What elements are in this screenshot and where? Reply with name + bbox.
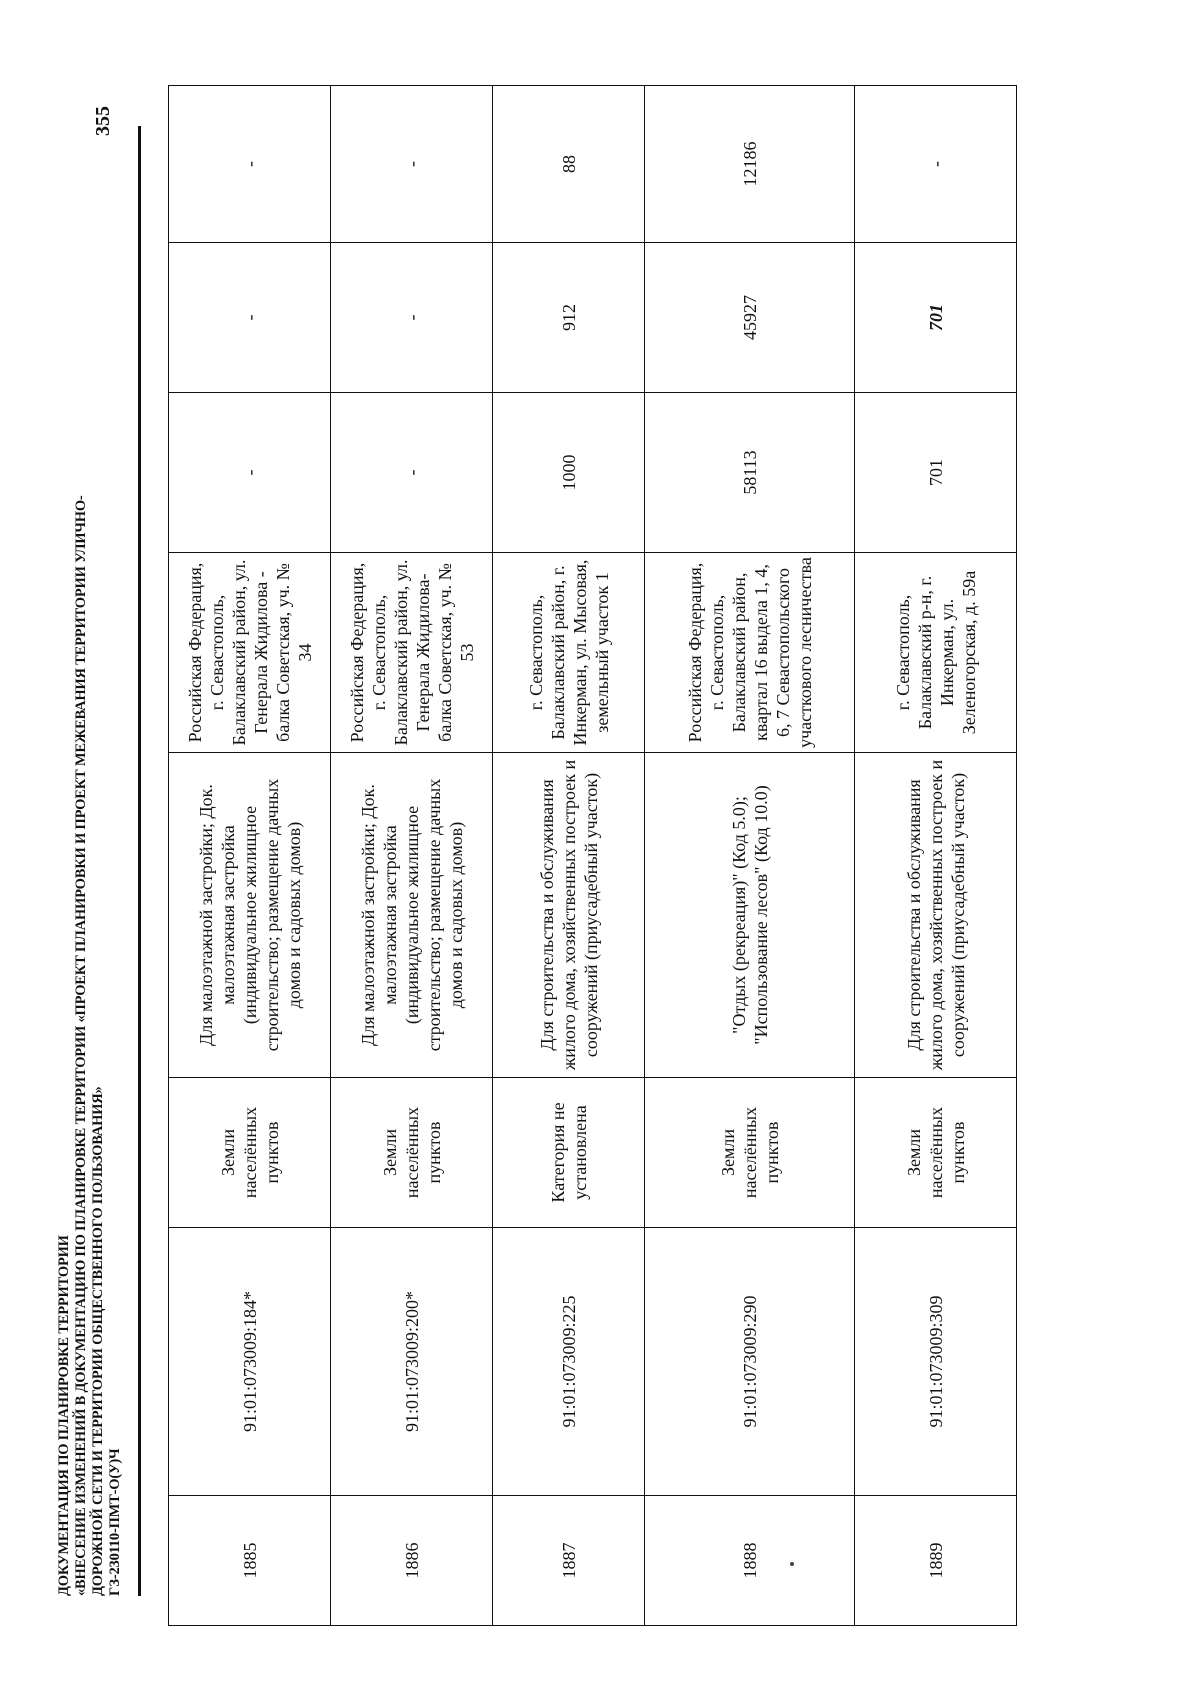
area-total: 1000 — [493, 393, 645, 553]
header-line-2: «ВНЕСЕНИЕ ИЗМЕНЕНИЙ В ДОКУМЕНТАЦИЮ ПО ПЛАНИРОВКЕ ТЕРРИТОРИИ «ПРОЕКТ ПЛАНИРОВКИ И ПРОЕКТ МЕЖЕВАНИЯ ТЕРРИТОРИИ УЛИЧНО- — [73, 495, 89, 1596]
address: Российская Федерация, г. Севастополь, Балаклавский район, квартал 16 выдела 1, 4, 6, 7 Севастопольского участкового лесничества — [645, 553, 855, 753]
table-row — [855, 86, 1017, 1626]
area-part-2: 12186 — [645, 86, 855, 243]
cadastral-number: 91:01:073009:184* — [169, 1228, 331, 1496]
row-number: 1888 — [645, 1496, 855, 1626]
area-part-2: 88 — [493, 86, 645, 243]
land-category: Земли населённых пунктов — [855, 1078, 1017, 1228]
area-total: 701 — [855, 393, 1017, 553]
address: Российская Федерация, г. Севастополь, Балаклавский район, ул. Генерала Жидилова - балка Советская, уч. № 34 — [169, 553, 331, 753]
area-part-2: - — [855, 86, 1017, 243]
area-part-1: 701 — [855, 243, 1017, 393]
land-category: Земли населённых пунктов — [645, 1078, 855, 1228]
land-category: Земли населённых пунктов — [169, 1078, 331, 1228]
permitted-use: Для малоэтажной застройки; Док. малоэтажная застройка (индивидуальное жилищное строительство; размещение дачных домов и садовых домов) — [169, 753, 331, 1078]
page-number: 355 — [92, 106, 114, 136]
header-line-1: ДОКУМЕНТАЦИЯ ПО ПЛАНИРОВКЕ ТЕРРИТОРИИ — [56, 1235, 72, 1596]
area-part-1: - — [331, 243, 493, 393]
area-total: - — [331, 393, 493, 553]
row-number: 1886 — [331, 1496, 493, 1626]
land-category: Категория не установлена — [493, 1078, 645, 1228]
permitted-use: Для строительства и обслуживания жилого дома, хозяйственных построек и сооружений (приусадебный участок) — [855, 753, 1017, 1078]
address: Российская Федерация, г. Севастополь, Балаклавский район, ул. Генерала Жидилова-балка Советская, уч. № 53 — [331, 553, 493, 753]
table-row — [169, 86, 331, 1626]
land-category: Земли населённых пунктов — [331, 1078, 493, 1228]
cadastral-number: 91:01:073009:225 — [493, 1228, 645, 1496]
area-part-1: - — [169, 243, 331, 393]
row-number: 1885 — [169, 1496, 331, 1626]
document-header — [56, 196, 124, 1596]
area-total: 58113 — [645, 393, 855, 553]
address: г. Севастополь, Балаклавский район, г. Инкерман, ул. Мысовая, земельный участок 1 — [493, 553, 645, 753]
permitted-use: Для малоэтажной застройки; Док. малоэтажная застройка (индивидуальное жилищное строительство; размещение дачных домов и садовых домов) — [331, 753, 493, 1078]
header-line-4: ГЗ-230110-ПМТ-О(У)Ч — [107, 1448, 123, 1596]
cadastral-number: 91:01:073009:309 — [855, 1228, 1017, 1496]
area-total: - — [169, 393, 331, 553]
cadastral-number: 91:01:073009:200* — [331, 1228, 493, 1496]
address: г. Севастополь, Балаклавский р-н, г. Инкерман, ул. Зеленогорская, д. 59а — [855, 553, 1017, 753]
table-row — [493, 86, 645, 1626]
area-part-1: 45927 — [645, 243, 855, 393]
row-number: 1887 — [493, 1496, 645, 1626]
land-plots-table — [168, 85, 1017, 1626]
cadastral-number: 91:01:073009:290 — [645, 1228, 855, 1496]
table-row — [331, 86, 493, 1626]
header-divider — [138, 126, 141, 1596]
row-number: 1889 — [855, 1496, 1017, 1626]
permitted-use: Для строительства и обслуживания жилого дома, хозяйственных построек и сооружений (приусадебный участок) — [493, 753, 645, 1078]
table-row — [645, 86, 855, 1626]
header-line-3: ДОРОЖНОЙ СЕТИ И ТЕРРИТОРИИ ОБЩЕСТВЕННОГО ПОЛЬЗОВАНИЯ» — [90, 1086, 106, 1596]
area-part-2: - — [331, 86, 493, 243]
area-part-1: 912 — [493, 243, 645, 393]
area-part-2: - — [169, 86, 331, 243]
permitted-use: "Отдых (рекреация)" (Код 5.0); "Использование лесов" (Код 10.0) — [645, 753, 855, 1078]
